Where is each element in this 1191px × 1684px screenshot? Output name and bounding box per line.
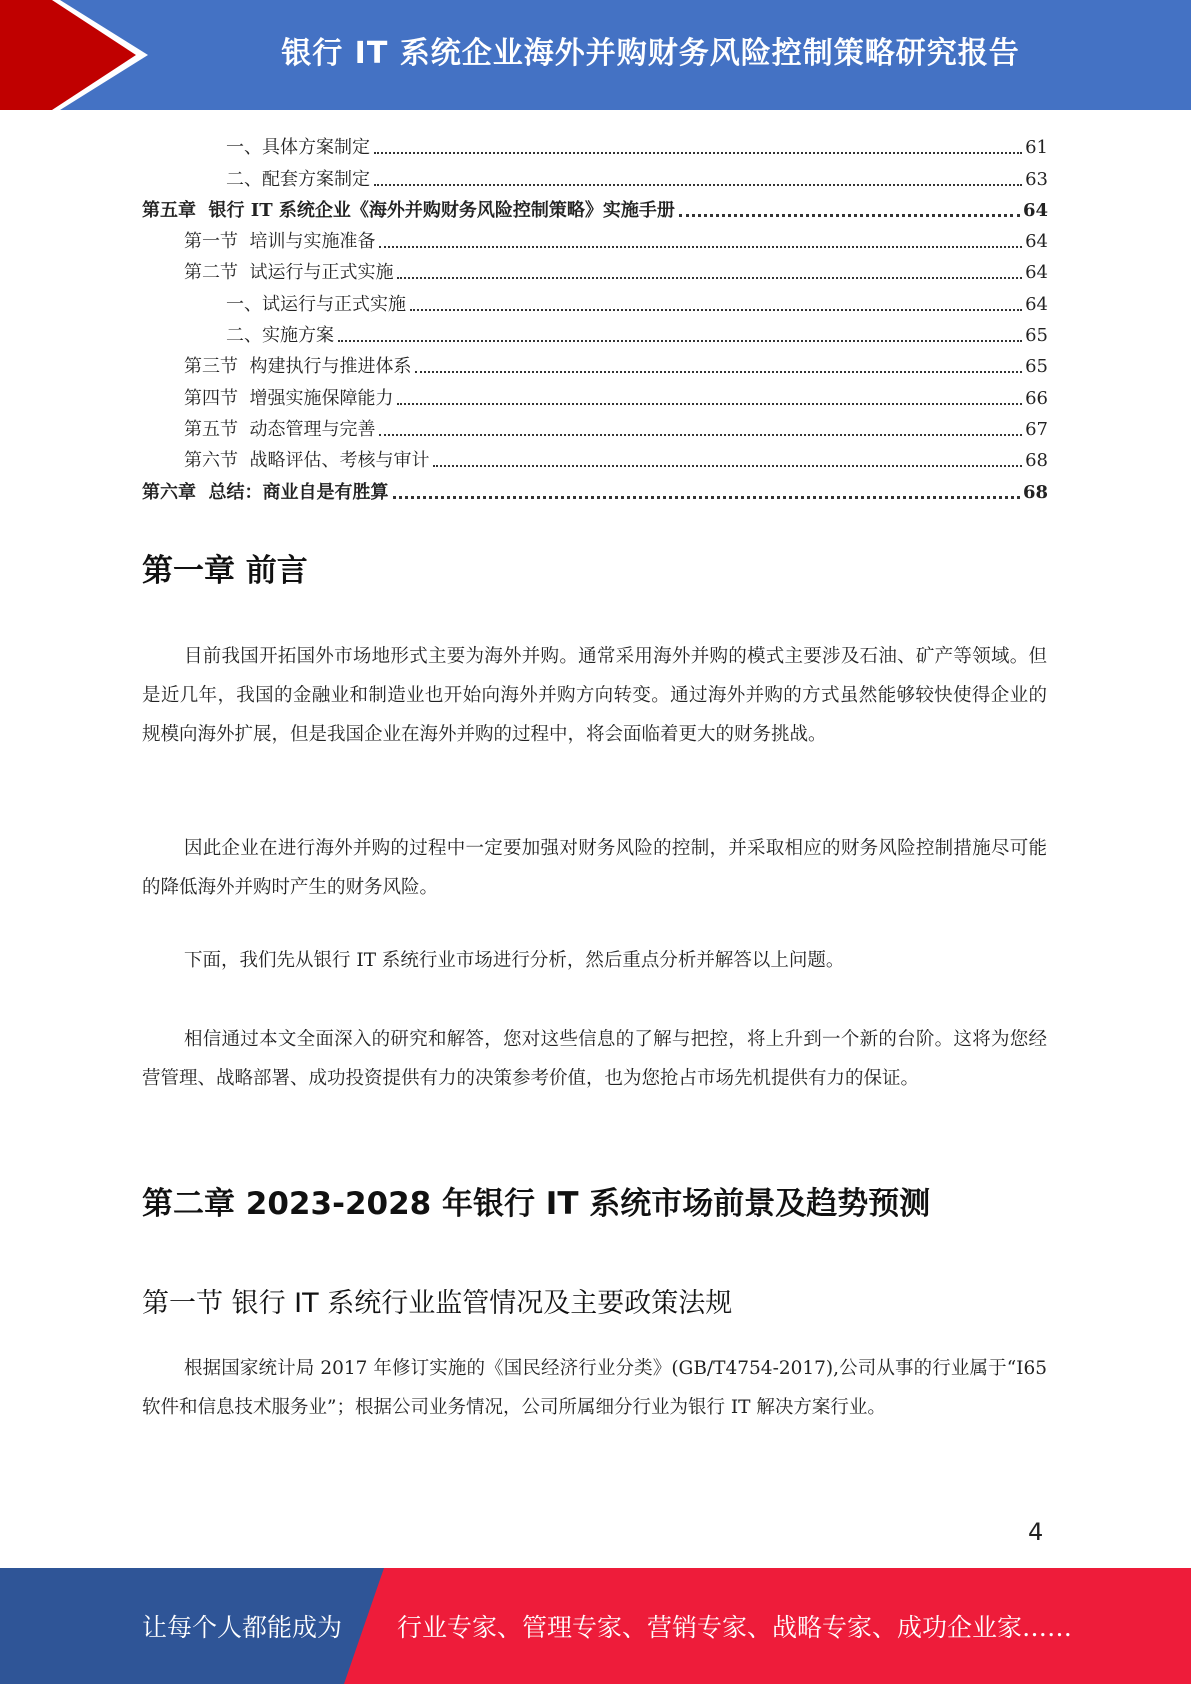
toc-entry-label: 第一节 培训与实施准备 (184, 231, 376, 253)
section-1-title: 第一节 银行 IT 系统行业监管情况及主要政策法规 (142, 1288, 733, 1319)
toc-entry[interactable] (142, 284, 1048, 315)
toc-entry-page: 65 (1025, 356, 1048, 378)
toc-entry[interactable] (142, 316, 1048, 347)
toc-entry-page: 61 (1025, 137, 1048, 159)
toc-entry-page: 63 (1025, 168, 1048, 190)
toc-leader-dots (397, 276, 1022, 279)
chapter-1-paragraph-2: 因此企业在进行海外并购的过程中一定要加强对财务风险的控制，并采取相应的财务风险控制措施尽可能的降低海外并购时产生的财务风险。 (142, 838, 1047, 898)
toc-entry-label: 一、试运行与正式实施 (226, 293, 406, 315)
toc-leader-dots (397, 402, 1022, 405)
toc-entry-label: 第六章 总结：商业自是有胜算 (142, 481, 389, 503)
chapter-1-paragraph-4: 相信通过本文全面深入的研究和解答，您对这些信息的了解与把控，将上升到一个新的台阶。这将为您经营管理、战略部署、成功投资提供有力的决策参考价值，也为您抢占市场先机提供有力的保证。 (142, 1029, 1047, 1089)
toc-leader-dots (410, 308, 1022, 311)
toc-entry[interactable] (142, 159, 1048, 190)
toc-entry[interactable] (142, 253, 1048, 284)
toc-entry-label: 第五节 动态管理与完善 (184, 418, 376, 440)
chapter-1-paragraph-1: 目前我国开拓国外市场地形式主要为海外并购。通常采用海外并购的模式主要涉及石油、矿产等领域。但是近几年，我国的金融业和制造业也开始向海外并购方向转变。通过海外并购的方式虽然能够较快使得企业的规模向海外扩展，但是我国企业在海外并购的过程中，将会面临着更大的财务挑战。 (142, 646, 1047, 745)
toc-leader-dots (374, 151, 1022, 154)
toc-entry-page: 68 (1025, 450, 1048, 472)
toc-leader-dots (679, 213, 1020, 217)
toc-entry-label: 二、配套方案制定 (226, 168, 370, 190)
toc-entry-label: 第三节 构建执行与推进体系 (184, 356, 412, 378)
toc-entry[interactable] (142, 410, 1048, 441)
header-band (0, 0, 1191, 110)
footer-band (0, 1568, 1191, 1684)
toc-leader-dots (433, 464, 1022, 467)
toc-entry-label: 第五章 银行 IT 系统企业《海外并购财务风险控制策略》实施手册 (142, 199, 675, 221)
chapter-1-title: 第一章 前言 (142, 553, 308, 589)
toc-leader-dots (374, 183, 1022, 186)
toc-entry[interactable] (142, 191, 1048, 222)
toc-entry-page: 64 (1025, 231, 1048, 253)
toc-entry-page: 68 (1022, 481, 1048, 503)
section-1-paragraph: 根据国家统计局 2017 年修订实施的《国民经济行业分类》(GB/T4754-2017),公司从事的行业属于“I65 软件和信息技术服务业”；根据公司业务情况，公司所属细分行业为银行 IT 解决方案行业。 (142, 1358, 1047, 1418)
toc-entry-page: 66 (1025, 387, 1048, 409)
toc-entry-page: 64 (1025, 262, 1048, 284)
toc-entry-label: 二、实施方案 (226, 325, 334, 347)
toc-entry[interactable] (142, 472, 1048, 503)
toc-entry[interactable] (142, 222, 1048, 253)
toc-entry-label: 一、具体方案制定 (226, 137, 370, 159)
toc-leader-dots (379, 433, 1022, 436)
header-arrow-shape (0, 0, 160, 110)
toc-entry-label: 第四节 增强实施保障能力 (184, 387, 394, 409)
table-of-contents (142, 128, 1048, 504)
toc-entry[interactable] (142, 347, 1048, 378)
toc-leader-dots (379, 245, 1022, 248)
toc-leader-dots (338, 339, 1022, 342)
footer-slogan-right: 行业专家、管理专家、营销专家、战略专家、成功企业家…… (397, 1613, 1073, 1642)
page-number: 4 (1028, 1518, 1044, 1546)
toc-entry-page: 64 (1022, 199, 1048, 221)
toc-entry-label: 第二节 试运行与正式实施 (184, 262, 394, 284)
toc-leader-dots (415, 370, 1022, 373)
toc-entry[interactable] (142, 441, 1048, 472)
toc-entry-page: 67 (1025, 418, 1048, 440)
footer-slogan-left: 让每个人都能成为 (142, 1613, 343, 1642)
chapter-2-title: 第二章 2023-2028 年银行 IT 系统市场前景及趋势预测 (142, 1186, 931, 1222)
toc-entry-page: 64 (1025, 293, 1048, 315)
toc-entry[interactable] (142, 128, 1048, 159)
chapter-1-paragraph-3: 下面，我们先从银行 IT 系统行业市场进行分析，然后重点分析并解答以上问题。 (184, 950, 845, 971)
toc-entry-page: 65 (1025, 325, 1048, 347)
toc-entry[interactable] (142, 378, 1048, 409)
toc-leader-dots (393, 495, 1020, 499)
toc-entry-label: 第六节 战略评估、考核与审计 (184, 450, 430, 472)
report-title: 银行 IT 系统企业海外并购财务风险控制策略研究报告 (281, 36, 1020, 71)
